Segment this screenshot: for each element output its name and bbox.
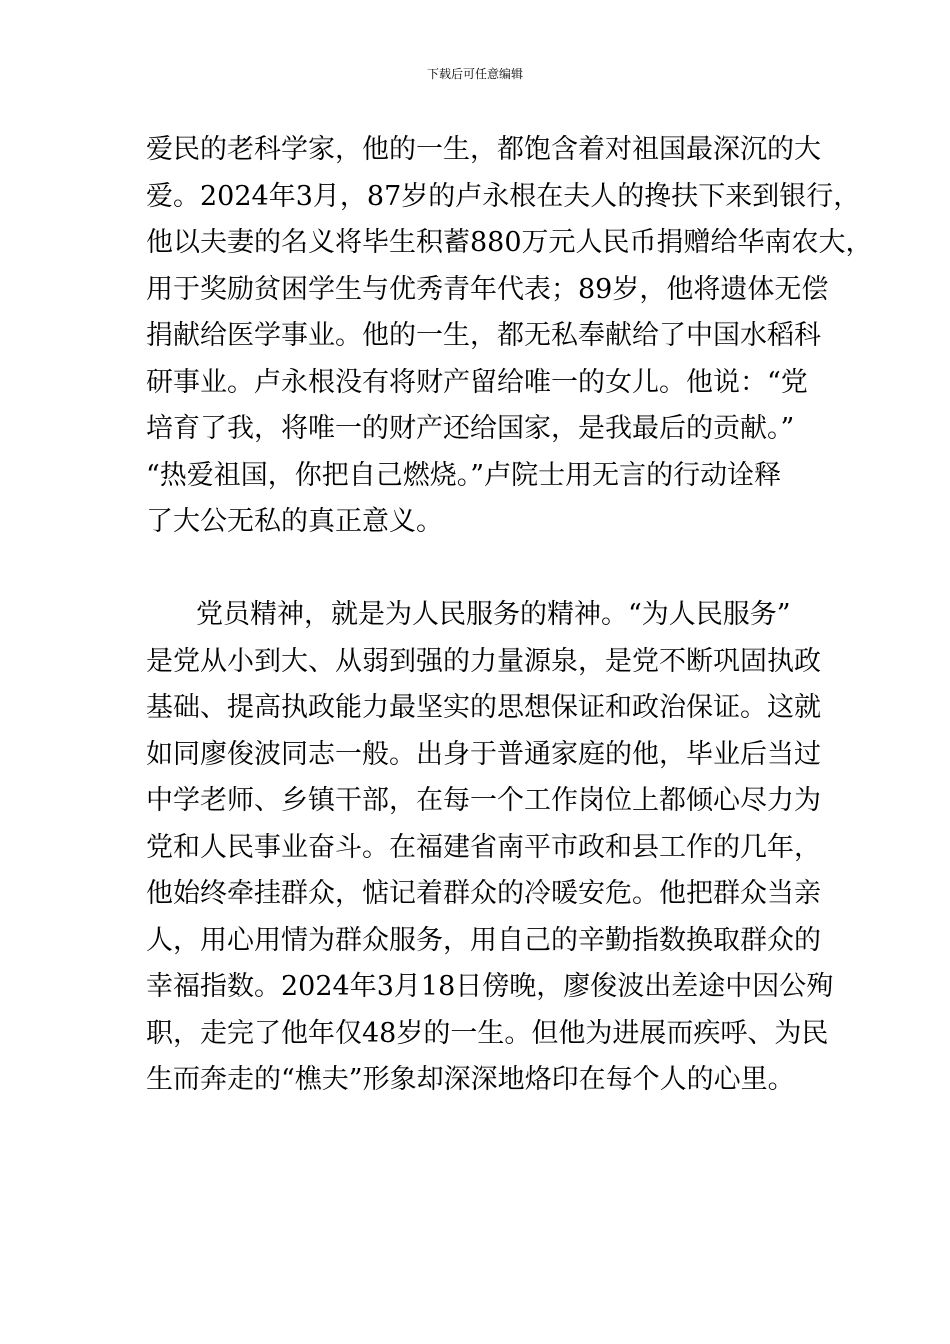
text-line: 幸福指数。2024年3月18日傍晚，廖俊波出差途中因公殉 xyxy=(146,971,834,1002)
text-line: 人，用心用情为群众服务，用自己的辛勤指数换取群众的 xyxy=(146,924,821,956)
text-line: 中学老师、乡镇干部，在每一个工作岗位上都倾心尽力为 xyxy=(146,785,821,816)
text-line: 基础、提高执政能力最坚实的思想保证和政治保证。这就 xyxy=(146,692,821,723)
text-line: 捐献给医学事业。他的一生，都无私奉献给了中国水稻科 xyxy=(146,320,821,351)
paragraph-1 xyxy=(146,127,873,546)
text-line: 是党从小到大、从弱到强的力量源泉，是党不断巩固执政 xyxy=(146,645,821,677)
text-line: 研事业。卢永根没有将财产留给唯一的女儿。他说：“党 xyxy=(146,366,808,398)
text-line: 职，走完了他年仅48岁的一生。但他为进展而疾呼、为民 xyxy=(146,1017,829,1049)
text-line: 他以夫妻的名义将毕生积蓄880万元人民币捐赠给华南农大， xyxy=(146,227,873,258)
text-line: “热爱祖国，你把自己燃烧。”卢院士用无言的行动诠释 xyxy=(146,459,782,491)
text-line: 如同廖俊波同志一般。出身于普通家庭的他，毕业后当过 xyxy=(146,738,821,770)
document-body xyxy=(146,127,873,1104)
paragraph-spacer xyxy=(146,546,826,593)
text-line: 爱民的老科学家，他的一生，都饱含着对祖国最深沉的大 xyxy=(146,134,821,165)
text-line: 生而奔走的“樵夫”形象却深深地烙印在每个人的心里。 xyxy=(146,1064,795,1095)
text-line: 他始终牵挂群众，惦记着群众的冷暖安危。他把群众当亲 xyxy=(146,878,821,909)
text-line: 培育了我，将唯一的财产还给国家，是我最后的贡献。” xyxy=(146,413,795,444)
text-line: 爱。2024年3月，87岁的卢永根在夫人的搀扶下来到银行， xyxy=(146,180,861,212)
text-line: 党和人民事业奋斗。在福建省南平市政和县工作的几年， xyxy=(146,831,821,863)
page-header: 下载后可任意编辑 xyxy=(426,67,523,81)
text-line: 党员精神，就是为人民服务的精神。“为人民服务” xyxy=(196,599,791,630)
text-line: 用于奖励贫困学生与优秀青年代表；89岁，他将遗体无偿 xyxy=(146,273,829,305)
paragraph-2 xyxy=(146,592,834,1104)
text-line: 了大公无私的真正意义。 xyxy=(146,506,443,537)
